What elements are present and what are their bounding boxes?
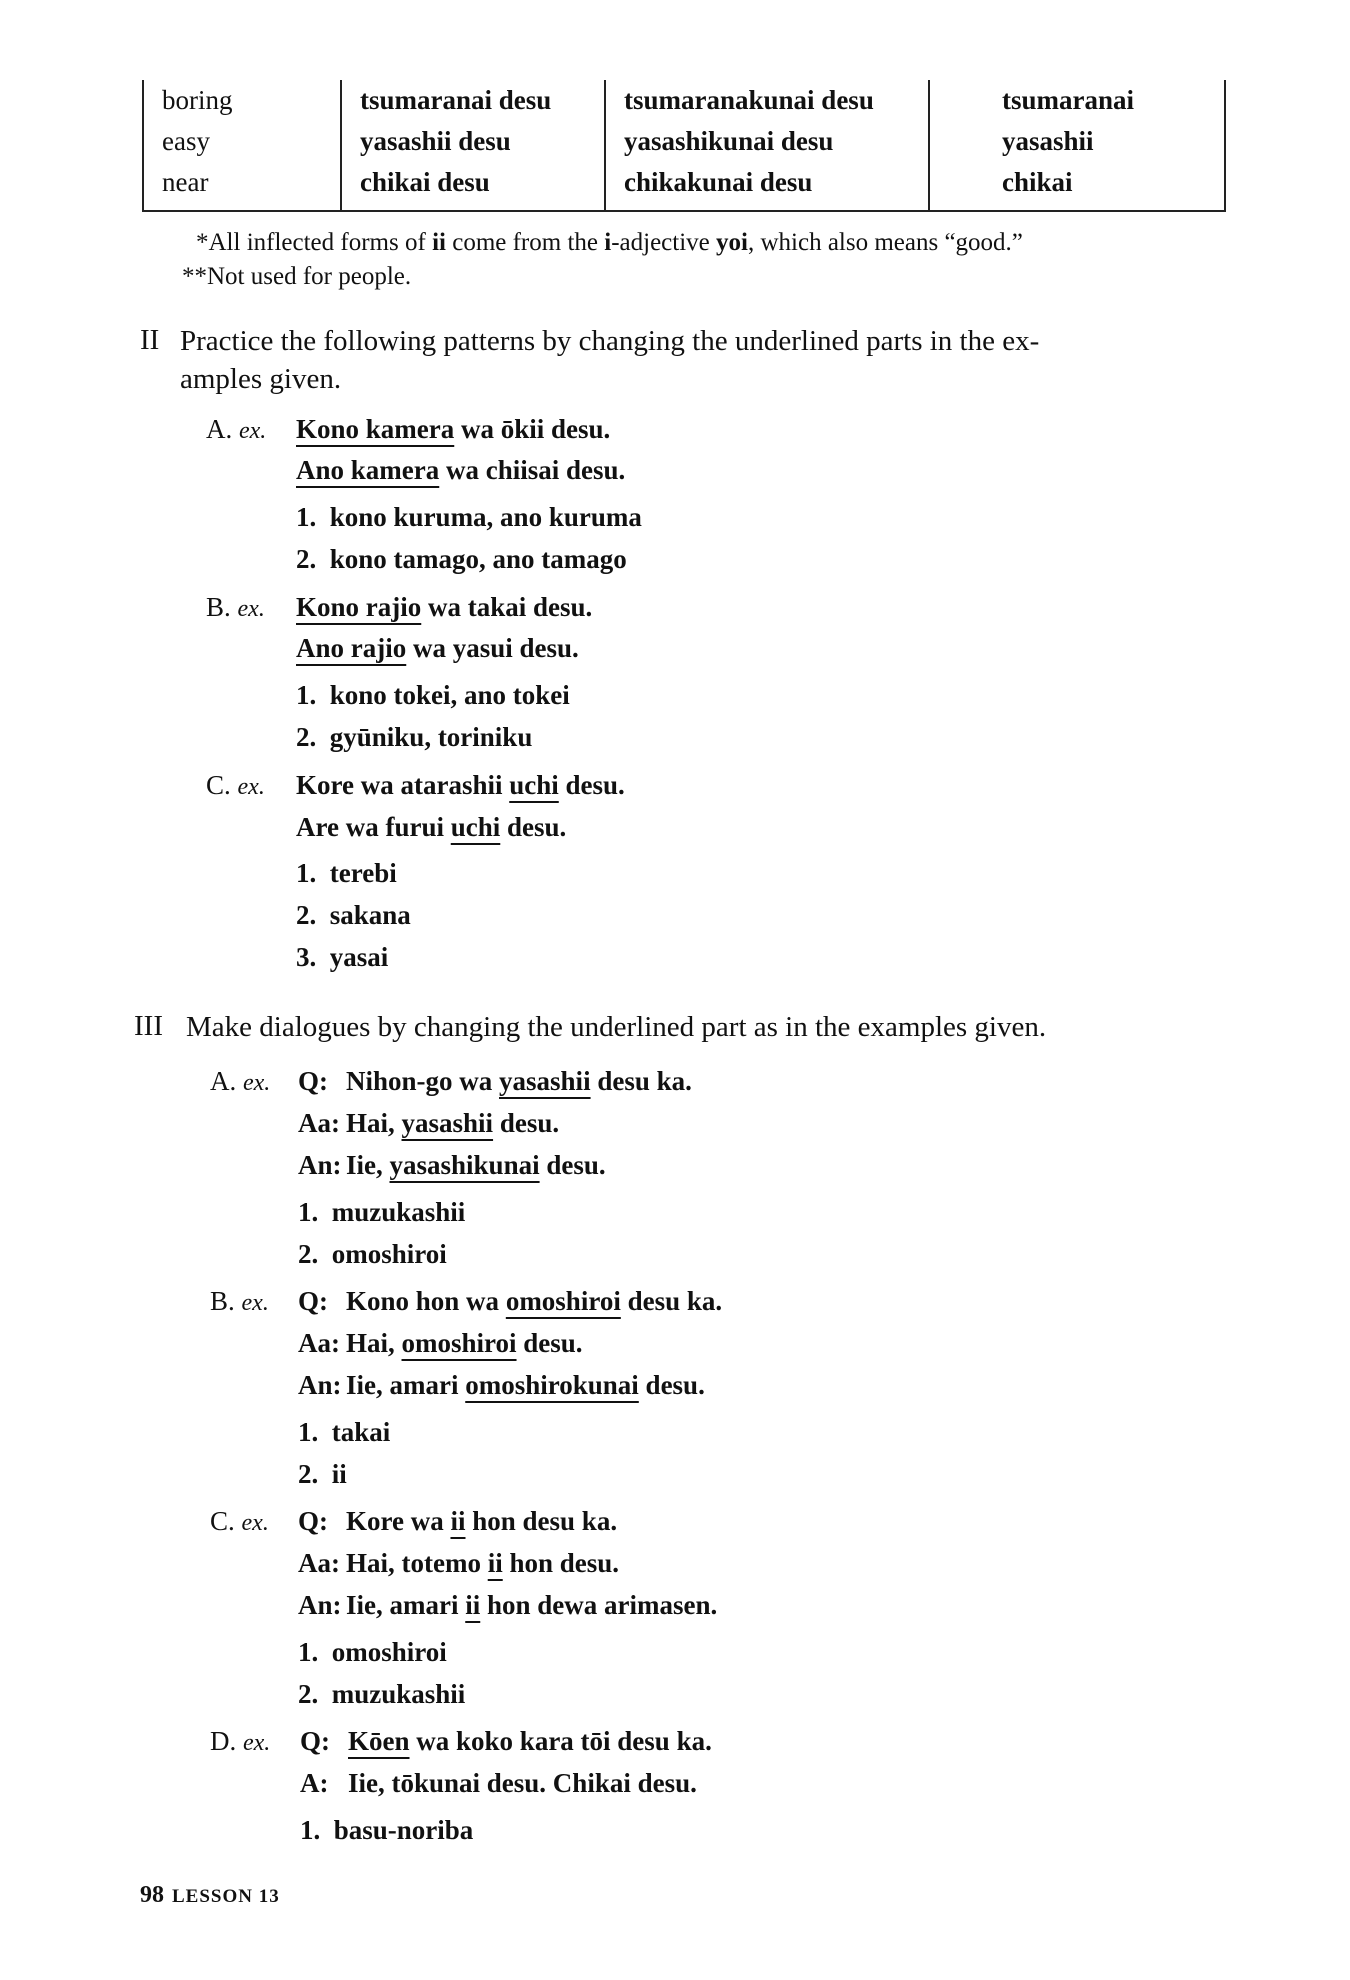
speaker-label: Q:	[298, 1066, 328, 1096]
underlined-part: ii	[465, 1590, 481, 1620]
speaker-label: Q:	[298, 1506, 328, 1536]
speaker-label: Q:	[300, 1726, 330, 1756]
table-cell: yasashii desu	[360, 126, 511, 156]
exercise-label	[210, 1506, 269, 1537]
dialogue-answer-affirmative	[298, 1548, 619, 1579]
underlined-part: Kōen	[348, 1726, 410, 1756]
underlined-part: uchi	[509, 770, 559, 800]
underlined-part: omoshiroi	[505, 1286, 621, 1316]
list-item	[298, 1459, 347, 1490]
item-number: 2.	[298, 1459, 319, 1489]
table-cell: tsumaranakunai desu	[624, 85, 874, 115]
item-text: takai	[331, 1417, 391, 1447]
underlined-part: Kono rajio	[296, 592, 422, 622]
speaker-label: Aa:	[298, 1328, 340, 1358]
exercise-letter: C.	[210, 1506, 235, 1536]
dialogue-answer-affirmative	[298, 1328, 583, 1359]
item-text: basu-noriba	[333, 1815, 474, 1845]
speaker-label: A:	[300, 1768, 329, 1798]
dialogue-text: hon desu.	[502, 1548, 620, 1578]
section-2-instruction	[180, 322, 1210, 398]
exercise-label	[206, 414, 266, 445]
item-text: kono tokei, ano tokei	[329, 680, 570, 710]
section-3-instruction: Make dialogues by changing the underlined part as in the examples given.	[186, 1011, 1047, 1043]
table-cell: chikai desu	[360, 167, 490, 197]
dialogue-question	[298, 1506, 617, 1537]
instruction-line: Practice the following patterns by changing the underlined parts in the ex-	[180, 325, 1040, 357]
example-text: desu.	[558, 770, 625, 800]
example-text: wa chiisai desu.	[439, 455, 626, 485]
list-item	[298, 1637, 447, 1668]
table-cell: tsumaranai desu	[360, 85, 552, 115]
table-column-affirmative	[342, 80, 606, 210]
example-marker: ex.	[243, 1730, 271, 1756]
table-column-english	[144, 80, 342, 210]
item-text: ii	[331, 1459, 347, 1489]
underlined-part: omoshirokunai	[465, 1370, 639, 1400]
dialogue-answer-negative	[298, 1370, 705, 1401]
table-cell: tsumaranai	[1002, 85, 1135, 115]
speaker-label: Aa:	[298, 1108, 340, 1138]
example-text: Kore wa atarashii	[296, 770, 510, 800]
speaker-label: Q:	[298, 1286, 328, 1316]
underlined-part: ii	[450, 1506, 466, 1536]
table-column-negative	[606, 80, 930, 210]
dialogue-text: Iie, amari	[346, 1370, 466, 1400]
table-cell: near	[162, 167, 209, 197]
dialogue-answer-negative	[298, 1590, 717, 1621]
example-line	[296, 770, 625, 801]
example-marker: ex.	[243, 1070, 271, 1096]
table-column-plain	[930, 80, 1224, 210]
speaker-label: An:	[298, 1590, 342, 1620]
dialogue-text: Nihon-go wa	[346, 1066, 500, 1096]
list-item	[296, 942, 388, 973]
example-text: Are wa furui	[296, 812, 451, 842]
section-3-numeral: III	[134, 1010, 163, 1042]
exercise-letter: A.	[210, 1066, 237, 1096]
speaker-label: An:	[298, 1370, 342, 1400]
underlined-part: yasashii	[401, 1108, 494, 1138]
list-item	[298, 1417, 390, 1448]
list-item	[296, 680, 570, 711]
example-marker: ex.	[241, 1510, 269, 1536]
item-number: 1.	[296, 502, 317, 532]
table-cell: chikakunai desu	[624, 167, 813, 197]
underlined-part: Kono kamera	[296, 414, 455, 444]
list-item	[296, 502, 642, 533]
exercise-label	[206, 770, 265, 801]
item-text: gyūniku, toriniku	[329, 722, 533, 752]
dialogue-question	[298, 1066, 692, 1097]
footnote-text: come from the	[445, 229, 605, 256]
exercise-letter: B.	[206, 592, 231, 622]
exercise-letter: D.	[210, 1726, 237, 1756]
dialogue-text: desu ka.	[590, 1066, 692, 1096]
table-cell: chikai	[1002, 167, 1073, 197]
adjective-forms-table	[142, 80, 1226, 212]
item-number: 2.	[298, 1239, 319, 1269]
dialogue-text: desu ka.	[620, 1286, 723, 1316]
page-number: 98	[140, 1882, 164, 1908]
dialogue-text: Hai, totemo	[346, 1548, 488, 1578]
footnote-term: ii	[432, 229, 446, 256]
example-text: wa takai desu.	[421, 592, 593, 622]
underlined-part: yasashii	[499, 1066, 591, 1096]
exercise-label	[210, 1286, 269, 1317]
item-text: omoshiroi	[331, 1239, 447, 1269]
dialogue-text: Kore wa	[346, 1506, 451, 1536]
example-line	[296, 633, 579, 664]
footnote-text: , which also means “good.”	[747, 229, 1023, 256]
dialogue-text: desu.	[516, 1328, 583, 1358]
underlined-part: yasashikunai	[389, 1150, 540, 1180]
exercise-letter: A.	[206, 414, 233, 444]
speaker-label: An:	[298, 1150, 342, 1180]
item-number: 2.	[298, 1679, 319, 1709]
dialogue-answer	[300, 1768, 697, 1799]
dialogue-question	[300, 1726, 712, 1757]
footnote-1	[196, 229, 1023, 257]
underlined-part: Ano kamera	[296, 455, 440, 485]
footnote-2: **Not used for people.	[182, 263, 412, 290]
exercise-label	[206, 592, 265, 623]
footnote-term: yoi	[716, 229, 748, 256]
example-line	[296, 592, 592, 623]
dialogue-text: desu.	[638, 1370, 705, 1400]
list-item	[298, 1679, 465, 1710]
speaker-label: Aa:	[298, 1548, 340, 1578]
underlined-part: ii	[487, 1548, 503, 1578]
example-marker: ex.	[237, 774, 265, 800]
example-text: wa ōkii desu.	[454, 414, 611, 444]
table-cell: yasashikunai desu	[624, 126, 834, 156]
underlined-part: omoshiroi	[401, 1328, 517, 1358]
item-text: omoshiroi	[331, 1637, 447, 1667]
instruction-line: amples given.	[180, 363, 342, 395]
example-line	[296, 812, 566, 843]
item-number: 1.	[296, 858, 317, 888]
item-number: 1.	[296, 680, 317, 710]
dialogue-text: Hai,	[346, 1328, 402, 1358]
item-text: yasai	[329, 942, 389, 972]
item-number: 2.	[296, 900, 317, 930]
item-number: 1.	[300, 1815, 321, 1845]
underlined-part: uchi	[450, 812, 501, 842]
item-number: 3.	[296, 942, 317, 972]
example-text: wa yasui desu.	[406, 633, 579, 663]
item-number: 2.	[296, 544, 317, 574]
item-number: 1.	[298, 1637, 319, 1667]
list-item	[298, 1197, 465, 1228]
item-number: 1.	[298, 1197, 319, 1227]
dialogue-text: wa koko kara tōi desu ka.	[409, 1726, 712, 1756]
example-marker: ex.	[239, 418, 267, 444]
item-text: muzukashii	[331, 1679, 466, 1709]
list-item	[300, 1815, 473, 1846]
dialogue-text: desu.	[539, 1150, 606, 1180]
dialogue-text: Hai,	[346, 1108, 402, 1138]
item-text: muzukashii	[331, 1197, 466, 1227]
list-item	[298, 1239, 447, 1270]
page-footer	[140, 1882, 280, 1909]
item-text: kono kuruma, ano kuruma	[329, 502, 642, 532]
list-item	[296, 722, 532, 753]
footnote-text: *All inflected forms of	[196, 229, 433, 256]
item-text: kono tamago, ano tamago	[329, 544, 627, 574]
example-line	[296, 455, 625, 486]
item-number: 2.	[296, 722, 317, 752]
item-number: 1.	[298, 1417, 319, 1447]
underlined-part: Ano rajio	[296, 633, 407, 663]
section-2-numeral: II	[140, 324, 160, 356]
dialogue-text: hon dewa arimasen.	[480, 1590, 718, 1620]
dialogue-question	[298, 1286, 722, 1317]
exercise-label	[210, 1066, 270, 1097]
dialogue-text: desu.	[493, 1108, 560, 1138]
dialogue-text: Iie,	[346, 1150, 390, 1180]
table-cell: easy	[162, 126, 210, 156]
dialogue-text: hon desu ka.	[465, 1506, 618, 1536]
item-text: sakana	[329, 900, 411, 930]
exercise-letter: B.	[210, 1286, 235, 1316]
exercise-label	[210, 1726, 270, 1757]
dialogue-answer-affirmative	[298, 1108, 559, 1139]
footnote-text: -adjective	[611, 229, 717, 256]
dialogue-text: Kono hon wa	[346, 1286, 506, 1316]
list-item	[296, 544, 627, 575]
table-cell: yasashii	[1002, 126, 1094, 156]
footnote-term: i	[604, 229, 612, 256]
lesson-label: LESSON 13	[172, 1886, 280, 1907]
list-item	[296, 900, 411, 931]
example-marker: ex.	[237, 596, 265, 622]
dialogue-text: Iie, amari	[346, 1590, 466, 1620]
dialogue-answer-negative	[298, 1150, 606, 1181]
example-line	[296, 414, 610, 445]
item-text: terebi	[329, 858, 397, 888]
exercise-letter: C.	[206, 770, 231, 800]
example-text: desu.	[500, 812, 567, 842]
table-cell: boring	[162, 85, 233, 115]
list-item	[296, 858, 397, 889]
example-marker: ex.	[241, 1290, 269, 1316]
dialogue-text: Iie, tōkunai desu. Chikai desu.	[348, 1768, 697, 1798]
